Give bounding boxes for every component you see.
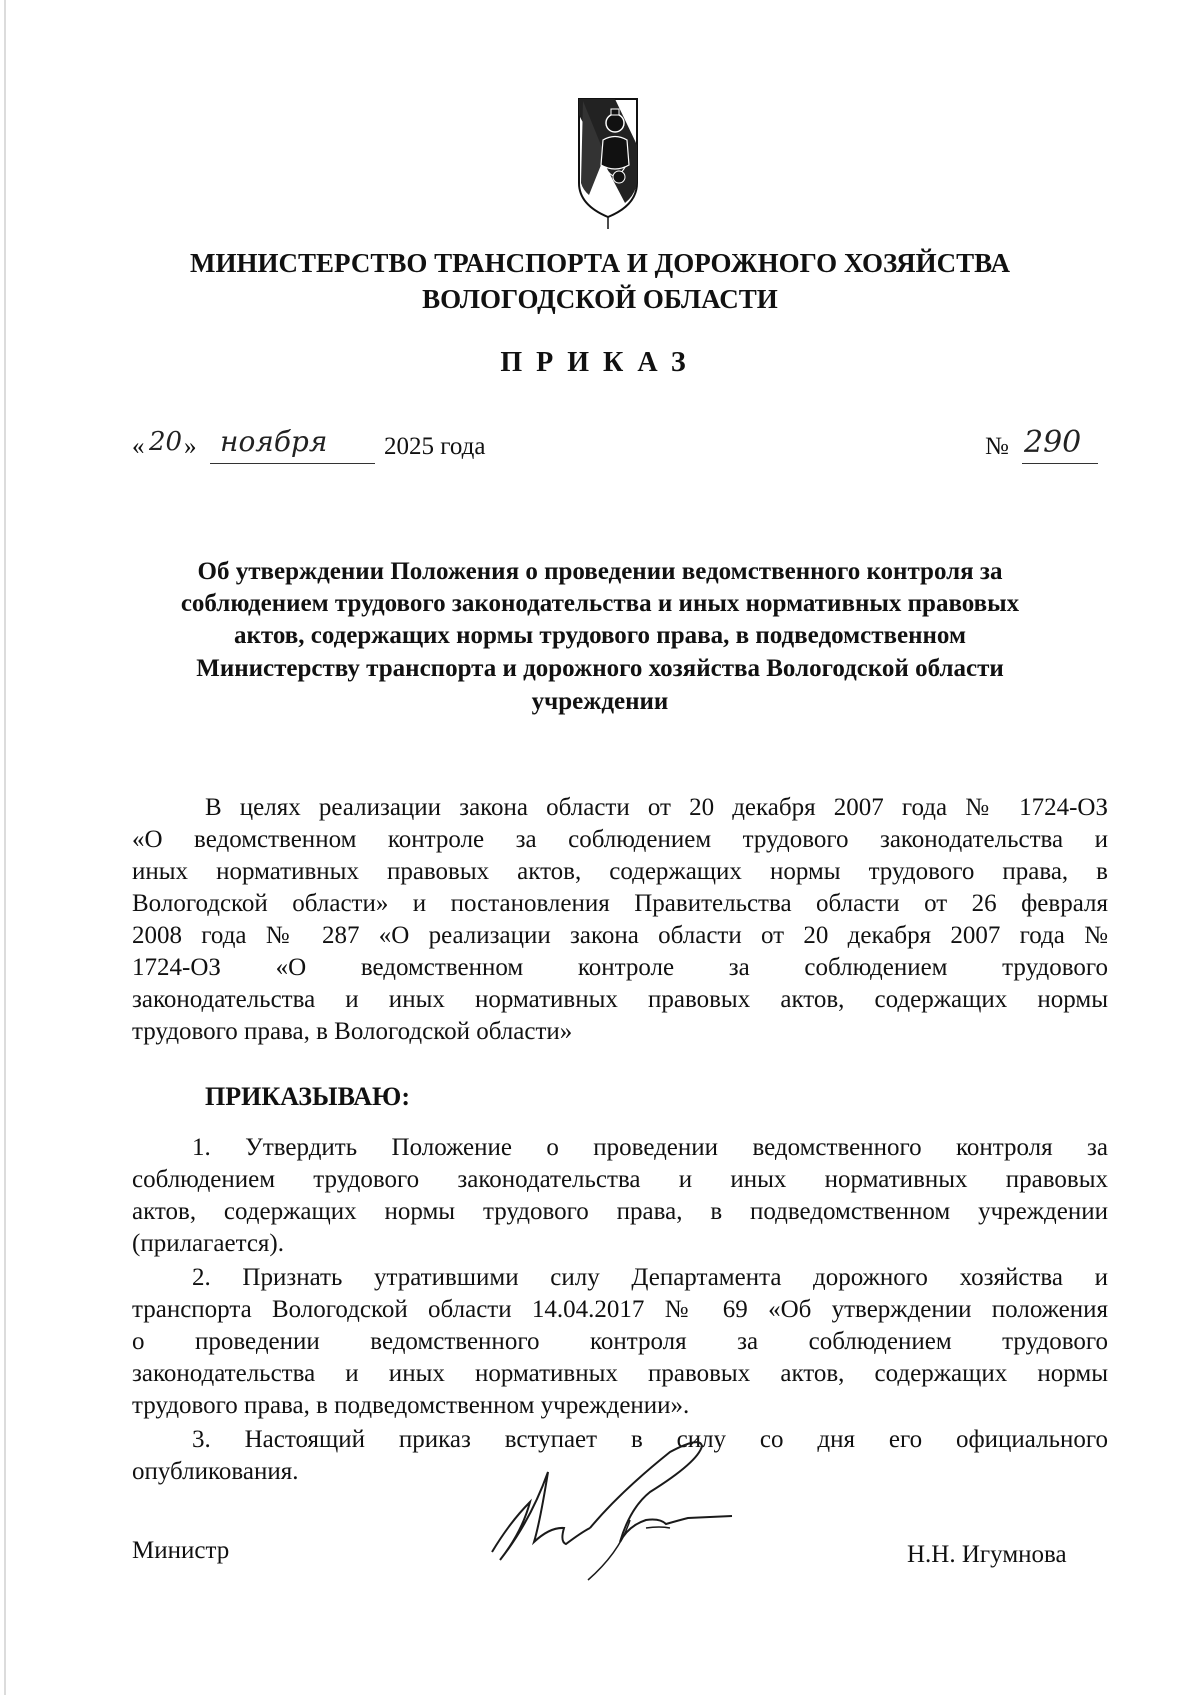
- item-2-line: трудового права, в подведомственном учреждении».: [132, 1392, 690, 1419]
- item-3-line: опубликования.: [132, 1458, 299, 1485]
- date-month-handwritten: ноября: [220, 425, 328, 458]
- preamble-line: «О ведомственном контроле за соблюдением трудового законодательства и: [132, 826, 1108, 853]
- signatory-name: Н.Н. Игумнова: [907, 1541, 1067, 1568]
- item-1-line: актов, содержащих нормы трудового права, в подведомственном учреждении: [132, 1198, 1108, 1225]
- heading-line: Об утверждении Положения о проведении ведомственного контроля за: [197, 558, 1003, 585]
- date-quote-close: »: [184, 433, 197, 460]
- date-quote-open: «: [132, 433, 145, 460]
- item-1-line: 1. Утвердить Положение о проведении ведомственного контроля за: [192, 1134, 1108, 1161]
- heading-line: Министерству транспорта и дорожного хозяйства Вологодской области: [196, 655, 1004, 682]
- order-directive-word: ПРИКАЗЫВАЮ:: [205, 1082, 410, 1111]
- date-month-underline: [210, 463, 375, 464]
- item-2-line: 2. Признать утратившими силу Департамента дорожного хозяйства и: [192, 1264, 1108, 1291]
- handwritten-signature-icon: [470, 1432, 780, 1582]
- ministry-name-line-2: ВОЛОГОДСКОЙ ОБЛАСТИ: [422, 284, 778, 314]
- item-2-line: транспорта Вологодской области 14.04.2017 № 69 «Об утверждении положения: [132, 1296, 1108, 1323]
- date-number-row: [132, 425, 1098, 475]
- preamble-line: 1724-ОЗ «О ведомственном контроле за соблюдением трудового: [132, 954, 1108, 981]
- preamble-line: законодательства и иных нормативных правовых актов, содержащих нормы: [132, 986, 1108, 1013]
- order-number-handwritten: 290: [1024, 425, 1082, 460]
- item-1-line: соблюдением трудового законодательства и иных нормативных правовых: [132, 1166, 1108, 1193]
- number-underline: [1022, 463, 1098, 464]
- preamble-line: трудового права, в Вологодской области»: [132, 1018, 573, 1045]
- number-label: №: [985, 433, 1009, 460]
- item-2-line: о проведении ведомственного контроля за соблюдением трудового: [132, 1328, 1108, 1355]
- item-3-line: 3. Настоящий приказ вступает в силу со дня его официального: [192, 1426, 1108, 1453]
- preamble-line: 2008 года № 287 «О реализации закона области от 20 декабря 2007 года №: [132, 922, 1108, 949]
- signatory-role: Министр: [132, 1537, 230, 1564]
- item-1-line: (прилагается).: [132, 1230, 285, 1257]
- item-2-line: законодательства и иных нормативных правовых актов, содержащих нормы: [132, 1360, 1108, 1387]
- ministry-name-line-1: МИНИСТЕРСТВО ТРАНСПОРТА И ДОРОЖНОГО ХОЗЯЙСТВА: [190, 248, 1010, 278]
- document-type-title: ПРИКАЗ: [500, 347, 700, 378]
- heading-line: учреждении: [531, 688, 669, 715]
- preamble-line: В целях реализации закона области от 20 декабря 2007 года № 1724-ОЗ: [205, 794, 1108, 821]
- heading-line: актов, содержащих нормы трудового права, в подведомственном: [234, 622, 966, 649]
- coat-of-arms-icon: [575, 95, 641, 230]
- date-year: 2025 года: [384, 433, 486, 460]
- date-day-handwritten: 20: [149, 427, 183, 457]
- preamble-line: иных нормативных правовых актов, содержащих нормы трудового права, в: [132, 858, 1108, 885]
- preamble-line: Вологодской области» и постановления Правительства области от 26 февраля: [132, 890, 1108, 917]
- heading-line: соблюдением трудового законодательства и иных нормативных правовых: [180, 590, 1020, 617]
